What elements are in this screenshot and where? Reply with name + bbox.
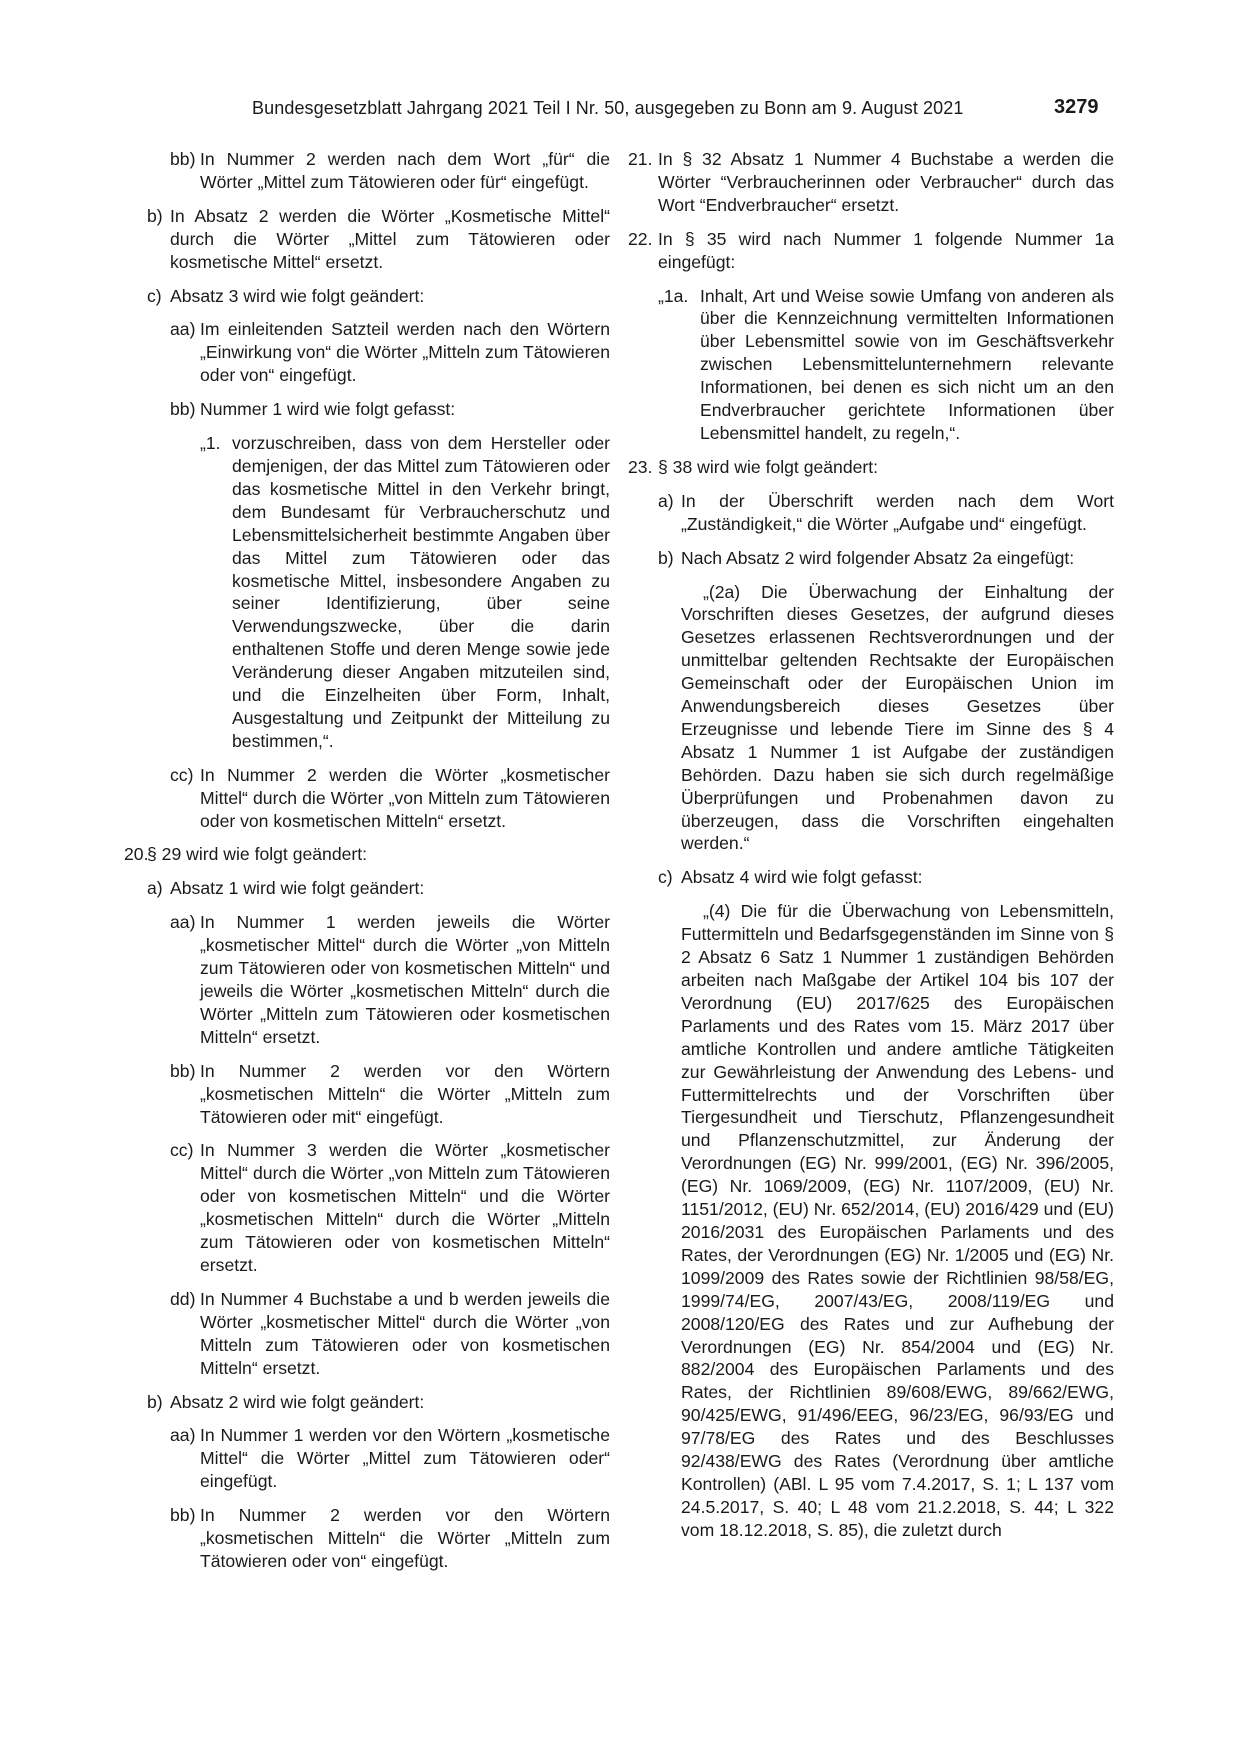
- item-text: In Nummer 2 werden vor den Wörtern „kosmetischen Mitteln“ die Wörter „Mitteln zum Tätowieren oder mit“ eingefügt.: [200, 1060, 610, 1127]
- quoted-paragraph: „(2a) Die Überwachung der Einhaltung der Vorschriften dieses Gesetzes, der aufgrund dieses Gesetzes erlassenen Rechtsverordnungen und der unmittelbar geltenden Rechtsakte der Europäischen Gemeinschaft oder der Europäischen Union im Anwendungsbereich dieses Gesetzes über Erzeugnisse und lebende Tiere im Sinne des § 4 Absatz 1 Nummer 1 ist Aufgabe der zuständigen Behörden. Dazu haben sie sich durch regelmäßige Überprüfungen und Probenahmen davon zu überzeugen, dass die Vorschriften eingehalten werden.“: [681, 581, 1114, 854]
- item-label: cc): [170, 1140, 194, 1161]
- quoted-provision: [200, 432, 610, 753]
- list-item: [628, 456, 1114, 479]
- list-item: [170, 398, 610, 421]
- item-text: In Nummer 2 werden die Wörter „kosmetischer Mittel“ durch die Wörter „von Mitteln zum Tätowieren oder von kosmetischen Mitteln“ ersetzt.: [200, 764, 610, 831]
- item-text: Absatz 4 wird wie folgt gefasst:: [681, 867, 923, 888]
- item-label: 21.: [628, 149, 653, 169]
- item-label: cc): [170, 764, 194, 785]
- item-text: Inhalt, Art und Weise sowie Umfang von anderen als über die Kennzeichnung vermittelten Informationen über Lebensmittel sowie von im Geschäftsverkehr zwischen Lebensmittelunternehmern relevante Informationen, bei denen es sich nicht um an den Endverbraucher gerichtete Informationen über Lebensmittel handelt, zu regeln,“.: [700, 285, 1114, 443]
- item-text: In Nummer 1 werden vor den Wörtern „kosmetische Mittel“ die Wörter „Mittel zum Tätowieren oder“ eingefügt.: [200, 1425, 610, 1492]
- list-item: [170, 1288, 610, 1380]
- item-label: 23.: [628, 456, 653, 477]
- list-item: [658, 866, 1114, 889]
- left-column: [124, 148, 610, 1573]
- item-label: aa): [170, 319, 196, 340]
- item-text: In Nummer 1 werden jeweils die Wörter „kosmetischer Mittel“ durch die Wörter „von Mitteln zum Tätowieren oder von kosmetischen Mitteln“ und jeweils die Wörter „kosmetischen Mitteln“ durch die Wörter „Mitteln zum Tätowieren oder kosmetischen Mitteln“ ersetzt.: [200, 912, 610, 1047]
- item-text: In Nummer 2 werden nach dem Wort „für“ die Wörter „Mittel zum Tätowieren oder für“ eingefügt.: [200, 149, 610, 192]
- item-label: 22.: [628, 228, 653, 249]
- list-item: [147, 205, 610, 274]
- item-text: In der Überschrift werden nach dem Wort „Zuständigkeit,“ die Wörter „Aufgabe und“ eingefügt.: [681, 490, 1114, 534]
- item-text: Nach Absatz 2 wird folgender Absatz 2a eingefügt:: [681, 547, 1075, 568]
- item-text: In Nummer 2 werden vor den Wörtern „kosmetischen Mitteln“ die Wörter „Mitteln zum Tätowieren oder von“ eingefügt.: [200, 1505, 610, 1571]
- item-text: Absatz 2 wird wie folgt geändert:: [170, 1391, 425, 1412]
- right-column: [628, 148, 1114, 1542]
- item-label: aa): [170, 1425, 196, 1446]
- item-label: b): [147, 205, 163, 226]
- item-label: b): [658, 547, 674, 568]
- item-label: „1.: [200, 433, 221, 454]
- quoted-provision: [658, 285, 1114, 445]
- list-item: [170, 1060, 610, 1129]
- list-item: [170, 1424, 610, 1493]
- item-label: bb): [170, 149, 196, 169]
- list-item: [124, 843, 610, 866]
- item-label: 20.: [124, 844, 149, 865]
- list-item: [170, 148, 610, 194]
- list-item: [170, 318, 610, 387]
- item-text: § 38 wird wie folgt geändert:: [658, 456, 879, 477]
- item-label: aa): [170, 912, 196, 933]
- item-label: a): [658, 490, 674, 511]
- item-text: Im einleitenden Satzteil werden nach den Wörtern „Einwirkung von“ die Wörter „Mitteln zum Tätowieren oder von“ eingefügt.: [200, 319, 610, 386]
- item-text: In Nummer 3 werden die Wörter „kosmetischer Mittel“ durch die Wörter „von Mitteln zum Tätowieren oder von kosmetischen Mitteln“ und die Wörter „kosmetischen Mitteln“ durch die Wörter „Mitteln zum Tätowieren oder von kosmetischen Mitteln“ ersetzt.: [200, 1140, 610, 1275]
- list-item: [628, 228, 1114, 274]
- list-item: [147, 1391, 610, 1414]
- item-label: b): [147, 1391, 163, 1412]
- item-text: In Nummer 4 Buchstabe a und b werden jeweils die Wörter „kosmetischer Mittel“ durch die Wörter „von Mitteln zum Tätowieren oder von kosmetischen Mitteln“ ersetzt.: [200, 1288, 610, 1378]
- item-text: Absatz 1 wird wie folgt geändert:: [170, 878, 425, 899]
- item-label: a): [147, 878, 163, 899]
- item-label: dd): [170, 1288, 196, 1309]
- item-label: bb): [170, 399, 196, 420]
- item-text: Nummer 1 wird wie folgt gefasst:: [200, 399, 456, 420]
- list-item: [658, 490, 1114, 536]
- item-label: bb): [170, 1060, 196, 1081]
- list-item: [170, 1504, 610, 1573]
- item-label: c): [658, 867, 673, 888]
- list-item: [170, 1139, 610, 1276]
- item-text: In § 32 Absatz 1 Nummer 4 Buchstabe a werden die Wörter “Verbraucherinnen oder Verbraucher“ durch das Wort “Endverbraucher“ ersetzt.: [658, 149, 1114, 215]
- list-item: [147, 285, 610, 308]
- list-item: [658, 547, 1114, 570]
- page-number: 3279: [1054, 96, 1099, 118]
- list-item: [170, 911, 610, 1048]
- item-text: In § 35 wird nach Nummer 1 folgende Nummer 1a eingefügt:: [658, 228, 1114, 272]
- item-text: § 29 wird wie folgt geändert:: [147, 844, 368, 865]
- list-item: [628, 148, 1114, 217]
- quoted-paragraph: „(4) Die für die Überwachung von Lebensmitteln, Futtermitteln und Bedarfsgegenständen im Sinne von § 2 Absatz 6 Satz 1 Nummer 1 zuständigen Behörden arbeiten nach Maßgabe der Artikel 104 bis 107 der Verordnung (EU) 2017/625 des Europäischen Parlaments und des Rates vom 15. März 2017 über amtliche Kontrollen und andere amtliche Tätigkeiten zur Gewährleistung der Anwendung des Lebens- und Futtermittelrechts und der Vorschriften über Tiergesundheit und Tierschutz, Pflanzengesundheit und Pflanzenschutzmittel, zur Änderung der Verordnungen (EG) Nr. 999/2001, (EG) Nr. 396/2005, (EG) Nr. 1069/2009, (EG) Nr. 1107/2009, (EU) Nr. 1151/2012, (EU) Nr. 652/2014, (EU) 2016/429 und (EU) 2016/2031 des Europäischen Parlaments und des Rates, der Verordnungen (EG) Nr. 1/2005 und (EG) Nr. 1099/2009 des Rates sowie der Richtlinien 98/58/EG, 1999/74/EG, 2007/43/EG, 2008/119/EG und 2008/120/EG des Rates und zur Aufhebung der Verordnungen (EG) Nr. 854/2004 und (EG) Nr. 882/2004 des Europäischen Parlaments und des Rates, der Richtlinien 89/608/EWG, 89/662/EWG, 90/425/EWG, 91/496/EEG, 96/23/EG, 96/93/EG und 97/78/EG des Rates und des Beschlusses 92/438/EWG des Rates (Verordnung über amtliche Kontrollen) (ABl. L 95 vom 7.4.2017, S. 1; L 137 vom 24.5.2017, S. 40; L 48 vom 21.2.2018, S. 44; L 322 vom 18.12.2018, S. 85), die zuletzt durch: [681, 901, 1114, 1540]
- item-text: Absatz 3 wird wie folgt geändert:: [170, 285, 425, 306]
- list-item: [147, 877, 610, 900]
- item-label: bb): [170, 1505, 196, 1526]
- item-text: In Absatz 2 werden die Wörter „Kosmetische Mittel“ durch die Wörter „Mittel zum Tätowieren oder kosmetische Mittel“ ersetzt.: [170, 205, 610, 272]
- item-label: „1a.: [658, 285, 689, 306]
- running-header: Bundesgesetzblatt Jahrgang 2021 Teil I Nr. 50, ausgegeben zu Bonn am 9. August 2021: [252, 98, 964, 118]
- item-label: c): [147, 285, 162, 306]
- item-text: vorzuschreiben, dass von dem Hersteller oder demjenigen, der das Mittel zum Tätowieren oder das kosmetische Mittel in den Verkehr bringt, dem Bundesamt für Verbraucherschutz und Lebensmittelsicherheit bestimmte Angaben über das Mittel zum Tätowieren oder das kosmetische Mittel, insbesondere Angaben zu seiner Identifizierung, über seine Verwendungszwecke, über die darin enthaltenen Stoffe und deren Menge sowie jede Veränderung dieser Angaben mitzuteilen sind, und die Einzelheiten über Form, Inhalt, Ausgestaltung und Zeitpunkt der Mitteilung zu bestimmen,“.: [232, 433, 610, 751]
- list-item: [170, 764, 610, 833]
